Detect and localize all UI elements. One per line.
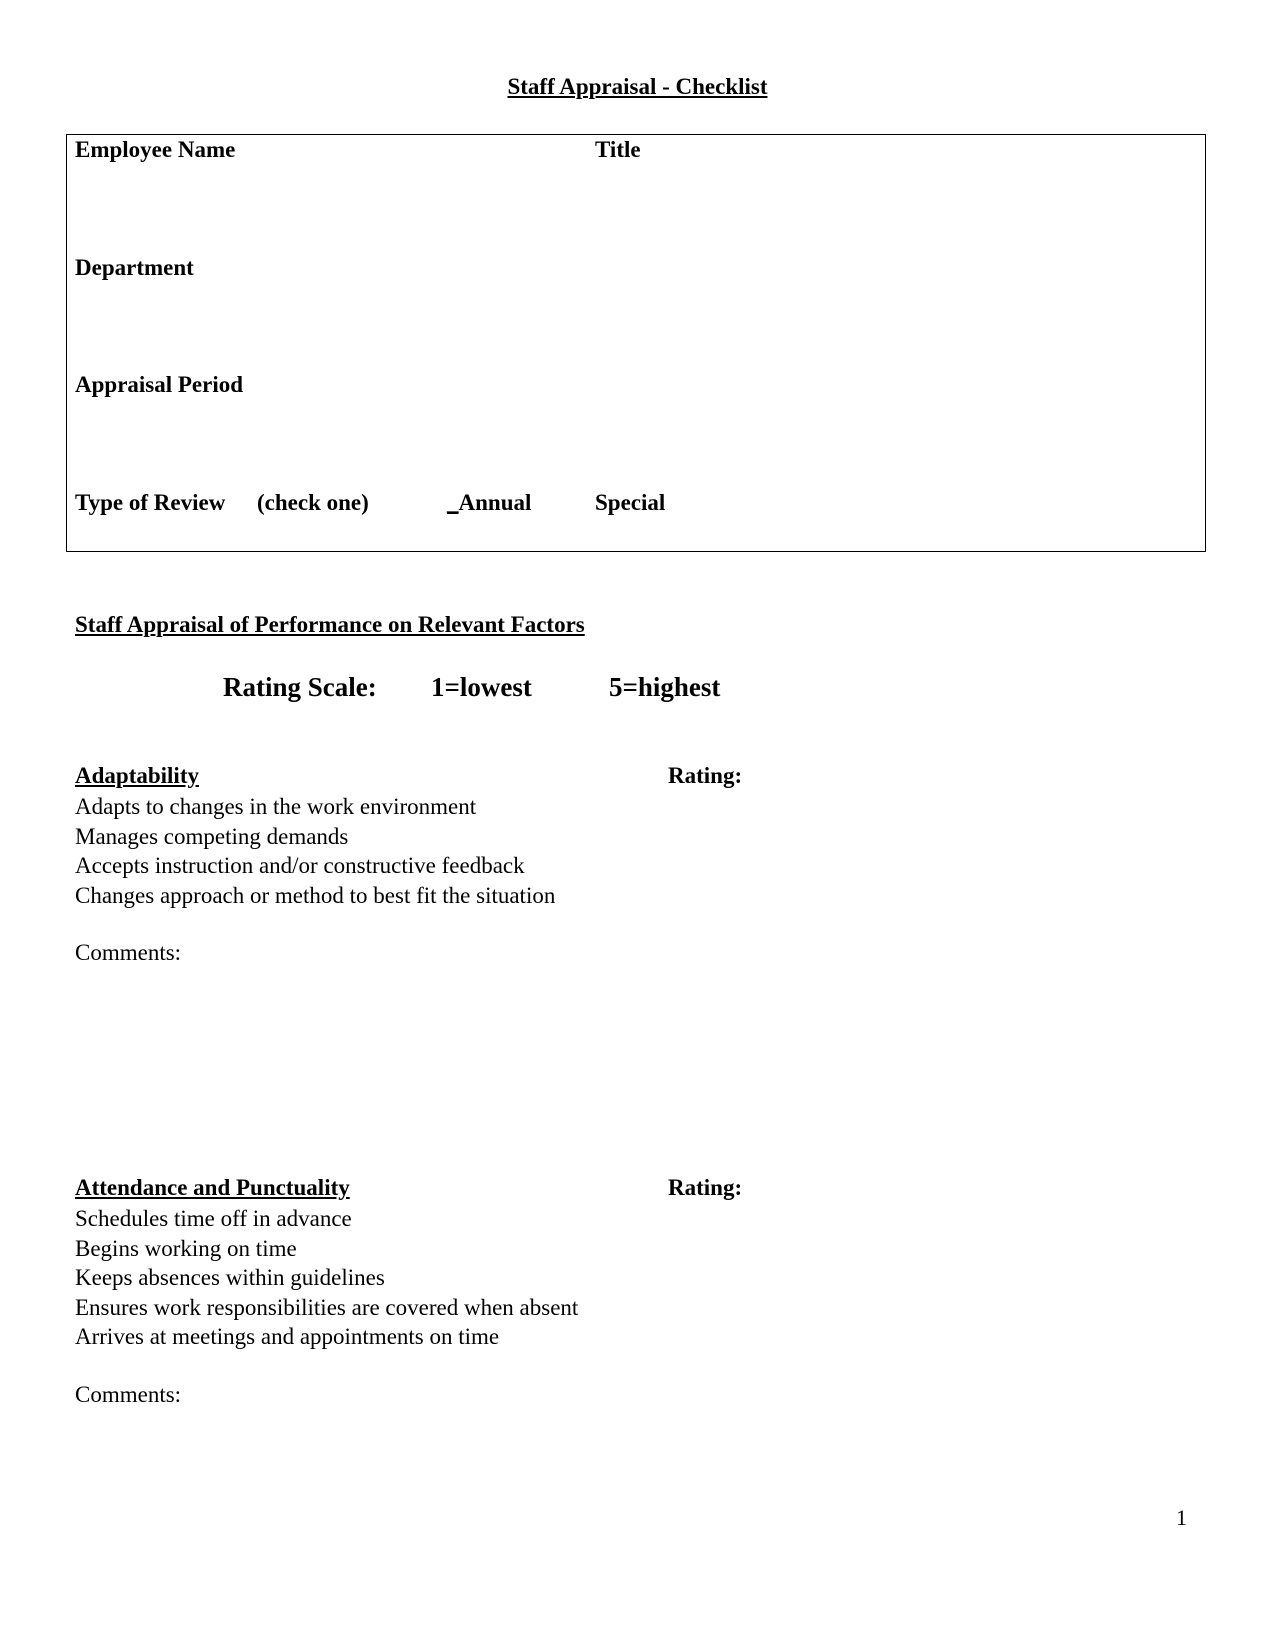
list-item: Schedules time off in advance — [75, 1206, 352, 1231]
rating-scale-label: Rating Scale: — [223, 672, 377, 702]
special-option[interactable]: Special — [595, 490, 666, 515]
page-number: 1 — [1176, 1505, 1187, 1530]
employee-name-label: Employee Name — [75, 137, 236, 162]
comments-label: Comments: — [75, 1382, 182, 1407]
page-title: Staff Appraisal - Checklist — [507, 74, 768, 99]
annual-option[interactable] — [447, 490, 531, 516]
rating-label: Rating: — [668, 763, 743, 788]
list-item: Changes approach or method to best fit the situation — [75, 882, 556, 908]
list-item: Arrives at meetings and appointments on time — [75, 1324, 500, 1349]
rating-scale-low: 1=lowest — [431, 672, 532, 702]
department-label: Department — [75, 255, 194, 280]
annual-checkbox-blank[interactable]: _ — [447, 490, 459, 515]
appraisal-period-label: Appraisal Period — [75, 372, 244, 397]
factor-heading-adaptability: Adaptability — [75, 763, 199, 788]
factor-heading-attendance: Attendance and Punctuality — [75, 1175, 350, 1200]
check-one-label: (check one) — [257, 490, 369, 515]
list-item: Adapts to changes in the work environment — [75, 794, 477, 819]
list-item: Ensures work responsibilities are covered when absent — [75, 1294, 579, 1320]
rating-scale-high: 5=highest — [609, 672, 721, 702]
comments-label: Comments: — [75, 940, 182, 965]
title-label: Title — [595, 137, 641, 162]
section-title: Staff Appraisal of Performance on Relevant Factors — [75, 612, 585, 637]
list-item: Keeps absences within guidelines — [75, 1265, 385, 1290]
list-item: Accepts instruction and/or constructive feedback — [75, 853, 525, 878]
rating-label: Rating: — [668, 1175, 743, 1200]
review-type-label: Type of Review — [75, 490, 226, 515]
annual-label: Annual — [458, 490, 532, 515]
factor-items-list — [75, 1204, 578, 1352]
list-item: Manages competing demands — [75, 823, 349, 849]
factor-items-list — [75, 792, 555, 910]
list-item: Begins working on time — [75, 1235, 297, 1261]
